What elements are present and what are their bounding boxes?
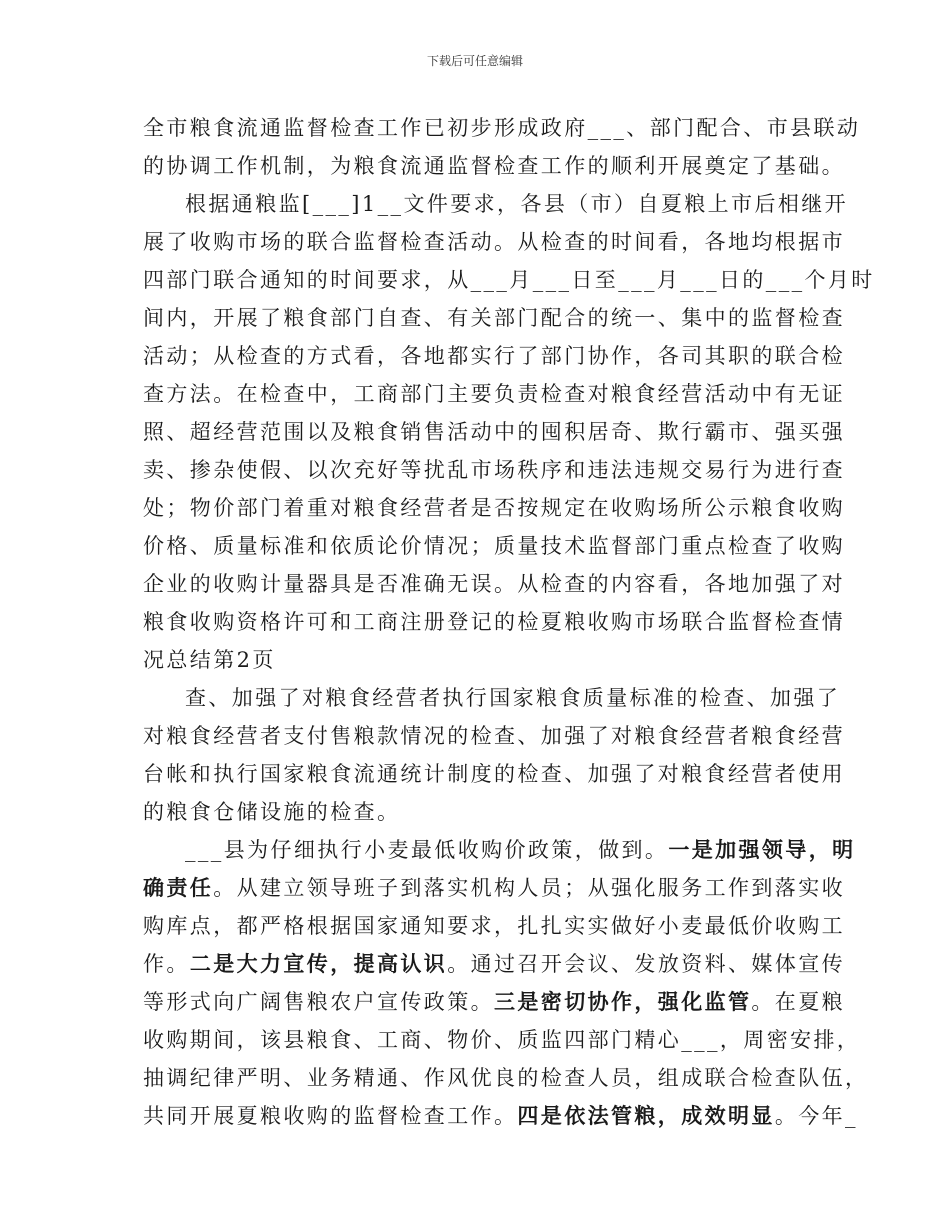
text-line: 对粮食经营者支付售粮款情况的检查、加强了对粮食经营者粮食经营: [143, 724, 845, 748]
text-run: 收购期间，该县粮食、工商、物价、质监四部门精心___，周密安排，: [143, 1028, 861, 1052]
bold-text-run: 四是依法管粮，成效明显: [517, 1103, 775, 1128]
text-line: 展了收购市场的联合监督检查活动。从检查的时间看，各地均根据市: [143, 230, 845, 254]
text-run: 购库点，都严格根据国家通知要求，扎扎实实做好小麦最低价收购工: [143, 914, 845, 938]
text-line: 根据通粮监[___]1__文件要求，各县（市）自夏粮上市后相继开: [185, 192, 849, 216]
page-header: 下载后可任意编辑: [426, 54, 523, 68]
text-run: 共同开展夏粮收购的监督检查工作。: [143, 1104, 518, 1128]
text-line: [143, 1063, 869, 1093]
text-line: [185, 835, 865, 865]
text-line: [143, 949, 846, 979]
bold-text-run: 二是大力宣传，提高认识: [189, 951, 448, 976]
text-run: 。今年_: [774, 1104, 858, 1128]
text-line: 间内，开展了粮食部门自查、有关部门配合的统一、集中的监督检查: [143, 306, 845, 330]
text-line: [143, 1101, 858, 1131]
bold-text-run: 确责任: [143, 875, 214, 900]
text-run: 。从建立领导班子到落实机构人员；从强化服务工作到落实收: [213, 876, 846, 900]
text-line: 查方法。在检查中，工商部门主要负责检查对粮食经营活动中有无证: [143, 382, 845, 406]
text-run: 作。: [143, 952, 190, 976]
text-line: 处；物价部门着重对粮食经营者是否按规定在收购场所公示粮食收购: [143, 496, 845, 520]
text-line: 台帐和执行国家粮食流通统计制度的检查、加强了对粮食经营者使用: [143, 762, 845, 786]
text-run: 抽调纪律严明、业务精通、作风优良的检查人员，组成联合检查队伍，: [143, 1066, 869, 1090]
text-line: 卖、掺杂使假、以次充好等扰乱市场秩序和违法违规交易行为进行查: [143, 458, 845, 482]
text-line: 照、超经营范围以及粮食销售活动中的囤积居奇、欺行霸市、强买强: [143, 420, 845, 444]
bold-text-run: 一是加强领导，明: [668, 837, 856, 862]
text-run: 。通过召开会议、发放资料、媒体宣传: [447, 952, 846, 976]
text-line: 查、加强了对粮食经营者执行国家粮食质量标准的检查、加强了: [185, 686, 841, 710]
text-line: 的协调工作机制，为粮食流通监督检查工作的顺利开展奠定了基础。: [143, 154, 845, 178]
text-line: 的粮食仓储设施的检查。: [143, 800, 401, 824]
text-line: [143, 987, 846, 1017]
text-line: [143, 873, 846, 903]
text-line: 企业的收购计量器具是否准确无误。从检查的内容看，各地加强了对: [143, 572, 845, 596]
text-line: 活动；从检查的方式看，各地都实行了部门协作，各司其职的联合检: [143, 344, 845, 368]
text-run: 等形式向广阔售粮农户宣传政策。: [143, 990, 494, 1014]
text-line: 全市粮食流通监督检查工作已初步形成政府___、部门配合、市县联动: [143, 116, 861, 140]
text-line: 粮食收购资格许可和工商注册登记的检夏粮收购市场联合监督检查情: [143, 610, 845, 634]
text-line: 况总结第2页: [143, 648, 276, 672]
text-run: ___县为仔细执行小麦最低收购价政策，做到。: [185, 838, 669, 862]
text-line: [143, 1025, 861, 1055]
text-run: 。在夏粮: [751, 990, 846, 1014]
bold-text-run: 三是密切协作，强化监管: [494, 989, 752, 1014]
text-line: [143, 911, 845, 941]
text-line: 价格、质量标准和依质论价情况；质量技术监督部门重点检查了收购: [143, 534, 845, 558]
text-line: 四部门联合通知的时间要求，从___月___日至___月___日的___个月时: [143, 268, 875, 292]
